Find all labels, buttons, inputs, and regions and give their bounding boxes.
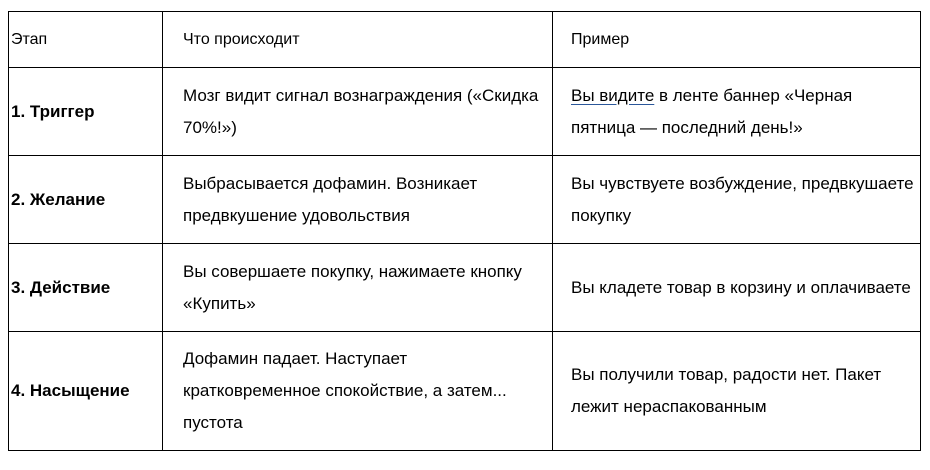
example-cell: Вы кладете товар в корзину и оплачиваете <box>553 244 921 332</box>
header-example: Пример <box>553 12 921 68</box>
header-what-happens: Что происходит <box>163 12 553 68</box>
what-cell: Мозг видит сигнал вознаграждения («Скидка 70%!») <box>163 68 553 156</box>
example-cell: Вы чувствуете возбуждение, предвкушаете покупку <box>553 156 921 244</box>
header-stage: Этап <box>9 12 163 68</box>
example-text: в ленте баннер «Черная пятница — последний день!» <box>571 85 853 137</box>
table-row <box>9 332 921 451</box>
what-cell: Вы совершаете покупку, нажимаете кнопку «Купить» <box>163 244 553 332</box>
example-cell: Вы получили товар, радости нет. Пакет лежит нераспакованным <box>553 332 921 451</box>
stage-cell: 3. Действие <box>9 244 163 332</box>
example-cell <box>553 68 921 156</box>
stage-cell: 4. Насыщение <box>9 332 163 451</box>
table-row <box>9 68 921 156</box>
table-row <box>9 156 921 244</box>
what-cell: Выбрасывается дофамин. Возникает предвкушение удовольствия <box>163 156 553 244</box>
dopamine-cycle-table <box>8 11 921 451</box>
stage-cell: 1. Триггер <box>9 68 163 156</box>
table-row <box>9 244 921 332</box>
what-cell: Дофамин падает. Наступает кратковременное спокойствие, а затем... пустота <box>163 332 553 451</box>
table-header-row <box>9 12 921 68</box>
spellcheck-underlined-text: Вы видите <box>571 85 655 105</box>
stage-cell: 2. Желание <box>9 156 163 244</box>
